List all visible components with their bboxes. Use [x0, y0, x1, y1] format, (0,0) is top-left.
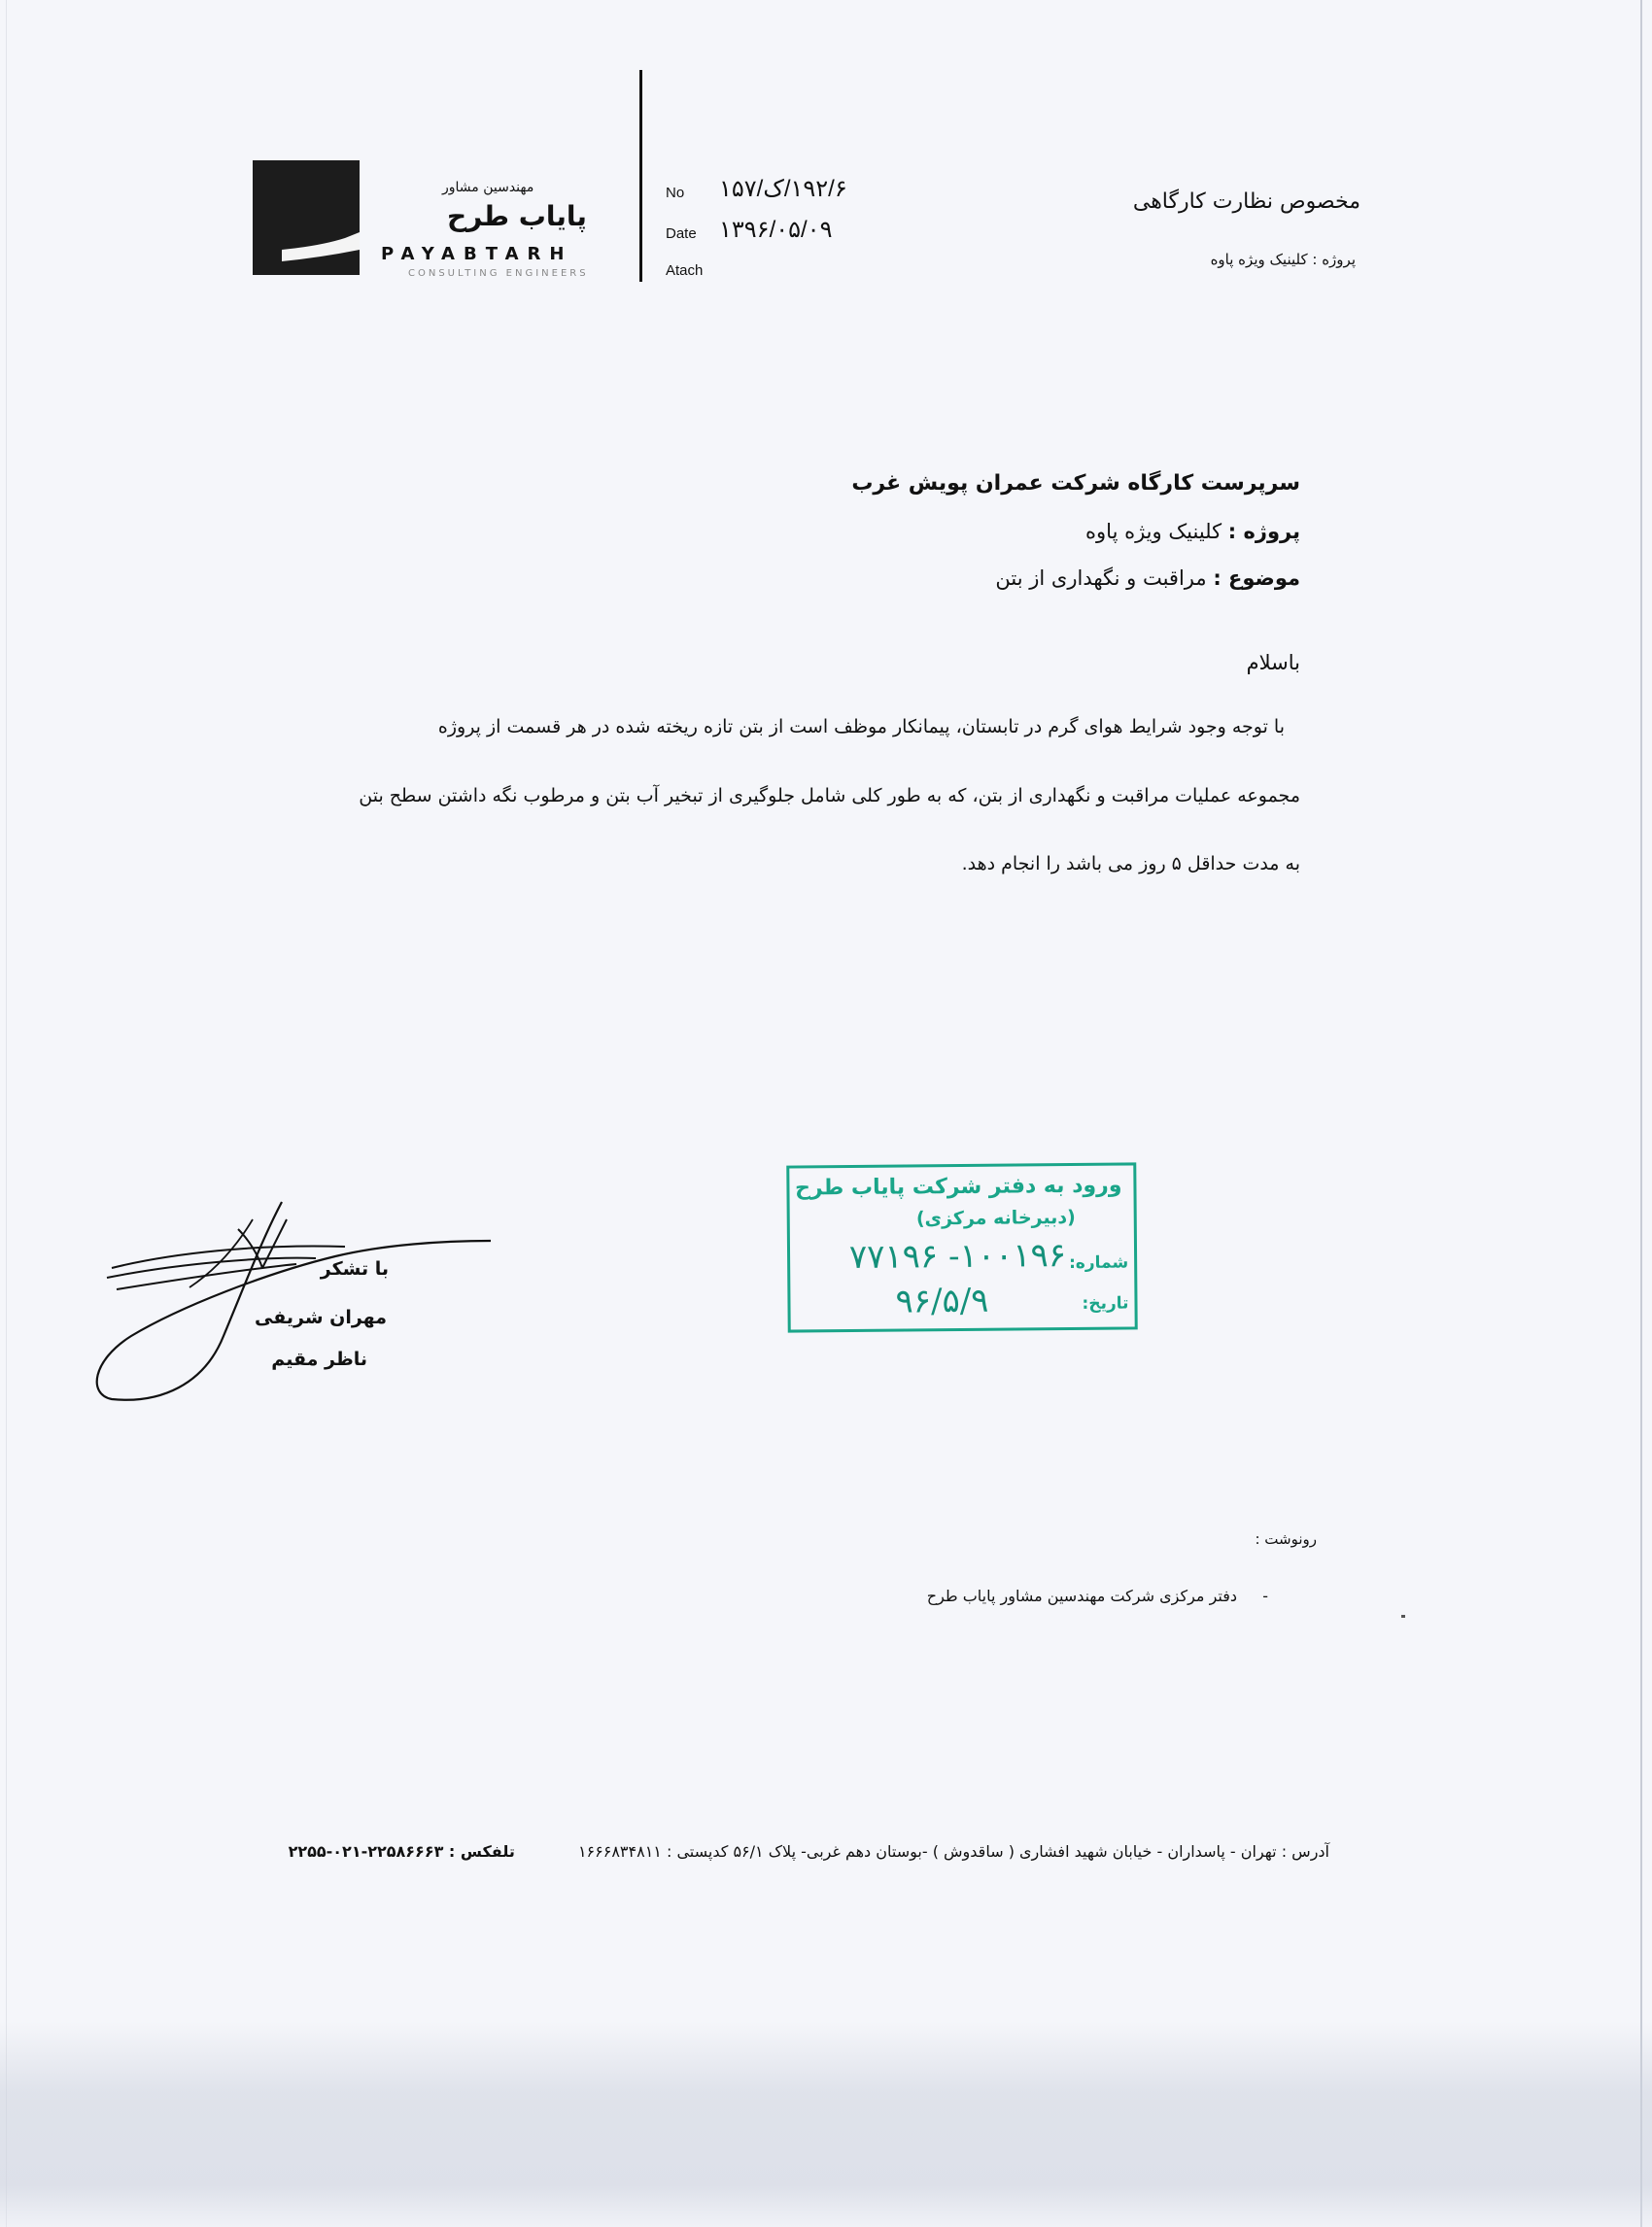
footer — [289, 1842, 1329, 1861]
ref-attach-label: Atach — [666, 262, 704, 279]
ref-date-label: Date — [666, 225, 697, 242]
header-project: پروژه : کلینیک ویژه پاوه — [1210, 251, 1356, 268]
project-line — [1085, 520, 1300, 543]
stamp-number-value: ۷۷۱۹۶ -۱۰۰۱۹۶ — [848, 1236, 1067, 1278]
body-line-3: به مدت حداقل ۵ روز می باشد را انجام دهد. — [961, 853, 1300, 874]
logo-en-subtitle: CONSULTING ENGINEERS — [408, 268, 589, 279]
signature-title: ناظر مقیم — [271, 1349, 367, 1370]
cc-bullet: - — [1262, 1587, 1268, 1605]
scan-mark — [1401, 1615, 1405, 1618]
payabtarh-logo-icon — [253, 160, 360, 275]
greeting: باسلام — [1246, 651, 1300, 674]
body-line-1: با توجه وجود شرایط هوای گرم در تابستان، پیمانکار موظف است از بتن تازه ریخته شده در هر قسمت از پروژه — [437, 716, 1285, 737]
scan-edge-right — [1640, 0, 1642, 2227]
footer-address: آدرس : تهران - پاسداران - خیابان شهید افشاری ( ساقدوش ) -بوستان دهم غربی- پلاک ۵۶/۱ کدپستی : ۱۶۶۶۸۳۴۸۱۱ — [577, 1842, 1329, 1861]
stamp-line2: (دبیرخانه مرکزی) — [915, 1206, 1076, 1230]
logo-fa-subtitle: مهندسین مشاور — [442, 180, 534, 195]
stamp-date-value: ۹۶/۵/۹ — [895, 1281, 989, 1321]
ref-date-value: ۱۳۹۶/۰۵/۰۹ — [719, 217, 833, 243]
subject-line — [995, 566, 1300, 590]
recipient: سرپرست کارگاه شرکت عمران پویش غرب — [851, 471, 1300, 496]
signature-name: مهران شریفی — [254, 1307, 387, 1328]
logo-fa-name: پایاب طرح — [447, 200, 587, 232]
subject-value: مراقبت و نگهداری از بتن — [995, 566, 1207, 590]
project-label: پروژه : — [1227, 520, 1300, 543]
header-divider — [639, 70, 642, 282]
logo-en-name: PAYABTARH — [381, 244, 573, 264]
ref-no-value: ۱۹۲/۶/ک/۱۵۷ — [719, 176, 847, 202]
registry-stamp — [786, 1162, 1137, 1332]
cc-item: دفتر مرکزی شرکت مهندسین مشاور پایاب طرح — [926, 1587, 1237, 1605]
ref-no-label: No — [666, 185, 685, 201]
stamp-line1: ورود به دفتر شرکت پایاب طرح — [794, 1173, 1122, 1201]
signature-thanks: با تشکر — [320, 1258, 389, 1280]
stamp-number-label: شماره: — [1068, 1252, 1129, 1274]
scan-shadow — [0, 2021, 1652, 2227]
body-line-2: مجموعه عملیات مراقبت و نگهداری از بتن، که به طور کلی شامل جلوگیری از تبخیر آب بتن و مرطوب نگه داشتن سطح بتن — [359, 785, 1300, 806]
stamp-date-label: تاریخ: — [1082, 1293, 1129, 1314]
cc-title: رونوشت : — [1255, 1530, 1317, 1548]
subject-label: موضوع : — [1213, 566, 1300, 590]
department-title: مخصوص نظارت کارگاهی — [1132, 189, 1360, 214]
project-value: کلینیک ویژه پاوه — [1085, 520, 1222, 543]
footer-fax: تلفکس : ۲۲۵۸۶۶۶۳-۰۲۱-۲۲۵۵ — [288, 1842, 515, 1861]
scan-edge-left — [6, 0, 7, 2227]
